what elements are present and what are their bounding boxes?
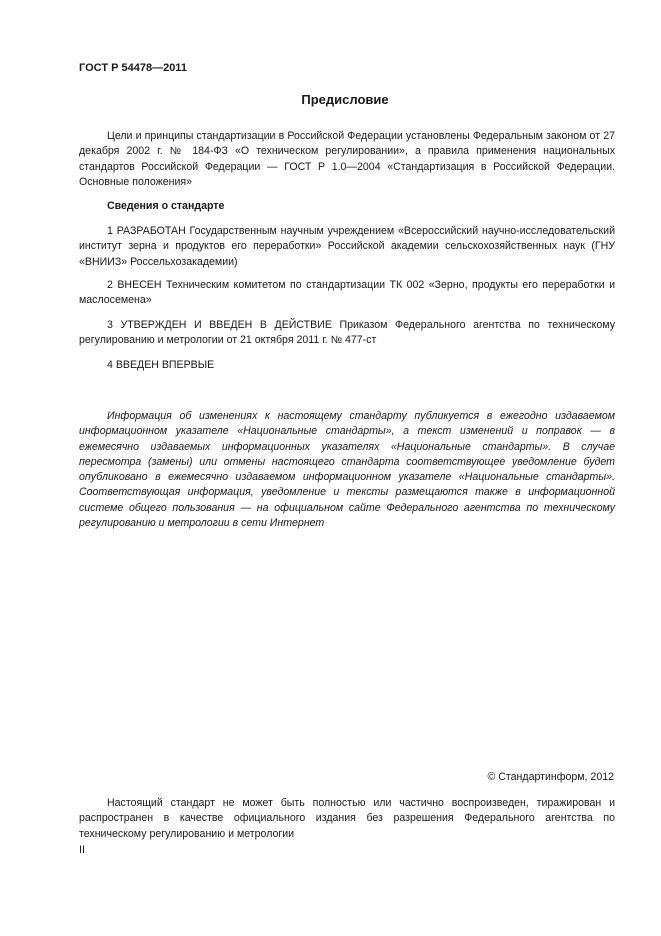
page-number: II	[79, 844, 85, 856]
reproduction-notice: Настоящий стандарт не может быть полностью или частично воспроизведен, тиражирован и распространен в качестве официального издания без разрешения Федерального агентства по техническому регулированию и метрологии	[79, 797, 615, 840]
item-introduced: 4 ВВЕДЕН ВПЕРВЫЕ	[107, 359, 215, 371]
item-approved: 3 УТВЕРЖДЕН И ВВЕДЕН В ДЕЙСТВИЕ Приказом Федерального агентства по техническому регулированию и метрологии от 21 октября 2011 г. № 477-ст	[79, 319, 615, 347]
page-title: Предисловие	[301, 92, 389, 107]
info-heading: Сведения о стандарте	[107, 200, 225, 212]
notice-paragraph: Информация об изменениях к настоящему стандарту публикуется в ежегодно издаваемом информационном указателе «Национальные стандарты», а текст изменений и поправок — в ежемесячно издаваемых информационных указателях «Национальные стандарты». В случае пересмотра (замены) или отмены настоящего стандарта соответствующее уведомление будет опубликовано в ежемесячно издаваемом информационном указателе «Национальные стандарты». Соответствующая информация, уведомление и тексты размещаются также в информационной системе общего пользования — на официальном сайте Федерального агентства по техническому регулированию и метрологии в сети Интернет	[79, 410, 615, 530]
standard-number: ГОСТ Р 54478—2011	[79, 62, 187, 74]
item-submitted: 2 ВНЕСЕН Техническим комитетом по стандартизации ТК 002 «Зерно, продукты его переработки и маслосемена»	[79, 279, 615, 307]
copyright: © Стандартинформ, 2012	[487, 771, 614, 783]
item-developed: 1 РАЗРАБОТАН Государственным научным учреждением «Всероссийский научно-исследовательский институт зерна и продуктов его переработки» Российской академии сельскохозяйственных наук (ГНУ «ВНИИЗ» Россельхозакадемии)	[79, 225, 615, 268]
intro-paragraph: Цели и принципы стандартизации в Российской Федерации установлены Федеральным законом от 27 декабря 2002 г. № 184-ФЗ «О техническом регулировании», а правила применения национальных стандартов Российской Федерации — ГОСТ Р 1.0—2004 «Стандартизация в Российской Федерации. Основные положения»	[79, 130, 615, 188]
